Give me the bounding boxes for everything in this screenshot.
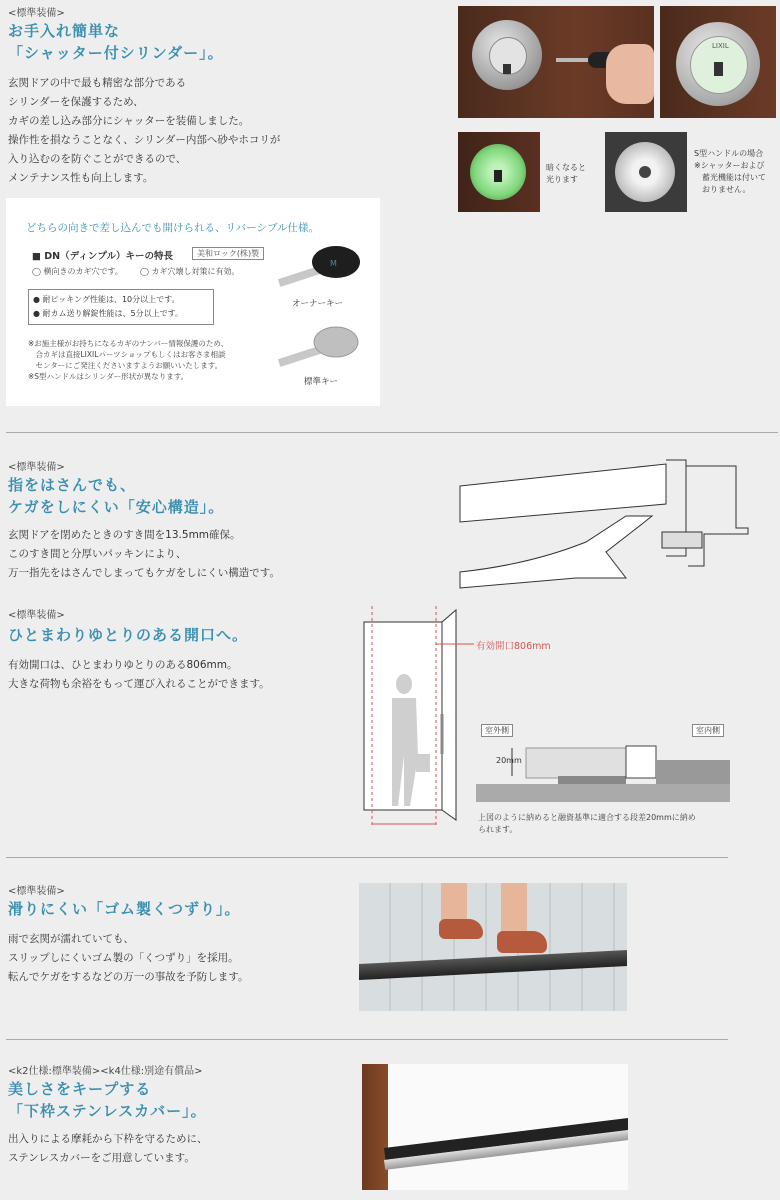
section5-tag: <k2仕様:標準装備><k4仕様:別途有償品> (8, 1066, 203, 1077)
dn-key-title: ■ DN（ディンプル）キーの特長 (32, 251, 173, 262)
feature-2: ◯ カギ穴壊し対策に有効。 (140, 267, 240, 276)
threshold-caption: 上図のように納めると融資基準に適合する段差20mmに納め られます。 (478, 813, 696, 834)
feature-1: ◯ 横向きのカギ穴です。 (32, 267, 123, 276)
step-dimension: 20mm (496, 756, 522, 765)
section2-tag: <標準装備> (8, 462, 65, 473)
section4-title: 滑りにくい「ゴム製くつずり」。 (8, 900, 241, 918)
maker-badge: 美和ロック(株)製 (192, 247, 264, 260)
door-opening-diagram (356, 606, 476, 838)
s-handle-cylinder-photo (605, 132, 687, 212)
standard-key-icon (274, 322, 364, 374)
section1-title: お手入れ簡単な 「シャッター付シリンダー」。 (8, 22, 224, 62)
standard-key-label: 標準キー (304, 377, 339, 387)
indoor-label: 室内側 (692, 724, 724, 737)
section5-body: 出入りによる摩耗から下枠を守るために、 ステンレスカバーをご用意しています。 (8, 1133, 208, 1164)
section3-title: ひとまわりゆとりのある開口へ。 (8, 626, 249, 644)
s-handle-caption: S型ハンドルの場合 ※シャッターおよび 蓄光機能は付いて おりません。 (694, 149, 766, 194)
stainless-cover-photo (362, 1064, 628, 1190)
divider (6, 1039, 728, 1040)
glowing-cylinder-photo (458, 132, 540, 212)
shoe (497, 931, 547, 953)
svg-text:M: M (330, 259, 337, 268)
section4-tag: <標準装備> (8, 886, 65, 897)
section1-tag: <標準装備> (8, 8, 65, 19)
key-box-heading: どちらの向きで差し込んでも開けられる、リバーシブル仕様。 (26, 222, 320, 234)
outdoor-label: 室外側 (481, 724, 513, 737)
glow-cylinder-icon (470, 144, 526, 200)
key-notes: ※お施主様がお持ちになるカギのナンバー情報保護のため、 合カギは直接LIXILパーツショップもしくはお客さま相談 センターにご発注くださいますようお願いいたします。 ※S型ハンドルはシリンダー形状が異なります。 (28, 339, 229, 381)
cylinder-key-photo (458, 6, 654, 118)
threshold-section-diagram (476, 740, 730, 802)
s-cylinder-icon (615, 142, 675, 202)
opening-width-label: 有効開口806mm (476, 641, 551, 652)
section2-body: 玄関ドアを閉めたときのすき間を13.5mm確保。 このすき間と分厚いパッキンにより、 万一指先をはさんでしまってもケガをしにくい構造です。 (8, 529, 280, 579)
section1-body: 玄関ドアの中で最も精密な部分である シリンダーを保護するため、 カギの差し込み部分にシャッターを装備しました。 操作性を損なうことなく、シリンダー内部へ砂やホコリが 入り込むのを防ぐことができるので、 メンテナンス性も向上します。 (8, 77, 281, 184)
section3-body: 有効開口は、ひとまわりゆとりのある806mm。 大きな荷物も余裕をもって運び入れることができます。 (8, 659, 270, 690)
owner-key-icon (274, 242, 364, 294)
section2-title: 指をはさんでも、 ケガをしにくい「安心構造」。 (8, 476, 225, 516)
leg (501, 883, 527, 933)
rubber-sill-photo (359, 883, 627, 1011)
section5-title: 美しさをキープする 「下枠ステンレスカバー」。 (8, 1080, 207, 1120)
cylinder-icon (472, 20, 542, 90)
glow-caption: 暗くなると 光ります (546, 163, 586, 184)
owner-key-label: オーナーキー (292, 299, 344, 309)
performance-box: ● 耐ピッキング性能は、10分以上です。 ● 耐カム送り解錠性能は、5分以上です。 (28, 289, 214, 325)
leg (441, 883, 467, 923)
cylinder-icon: LIXIL (676, 22, 760, 106)
rubber-sill (359, 950, 627, 980)
divider (6, 857, 728, 858)
section4-body: 雨で玄関が濡れていても、 スリップしにくいゴム製の「くつずり」を採用。 転んでケガをするなどの万一の事故を予防します。 (8, 933, 249, 983)
finger-safety-diagram (456, 456, 756, 592)
cylinder-closeup-photo (660, 6, 776, 118)
dimple-key-box (6, 198, 380, 406)
shoe (439, 919, 483, 939)
divider (6, 432, 778, 433)
door-frame (362, 1064, 388, 1190)
section3-tag: <標準装備> (8, 610, 65, 621)
